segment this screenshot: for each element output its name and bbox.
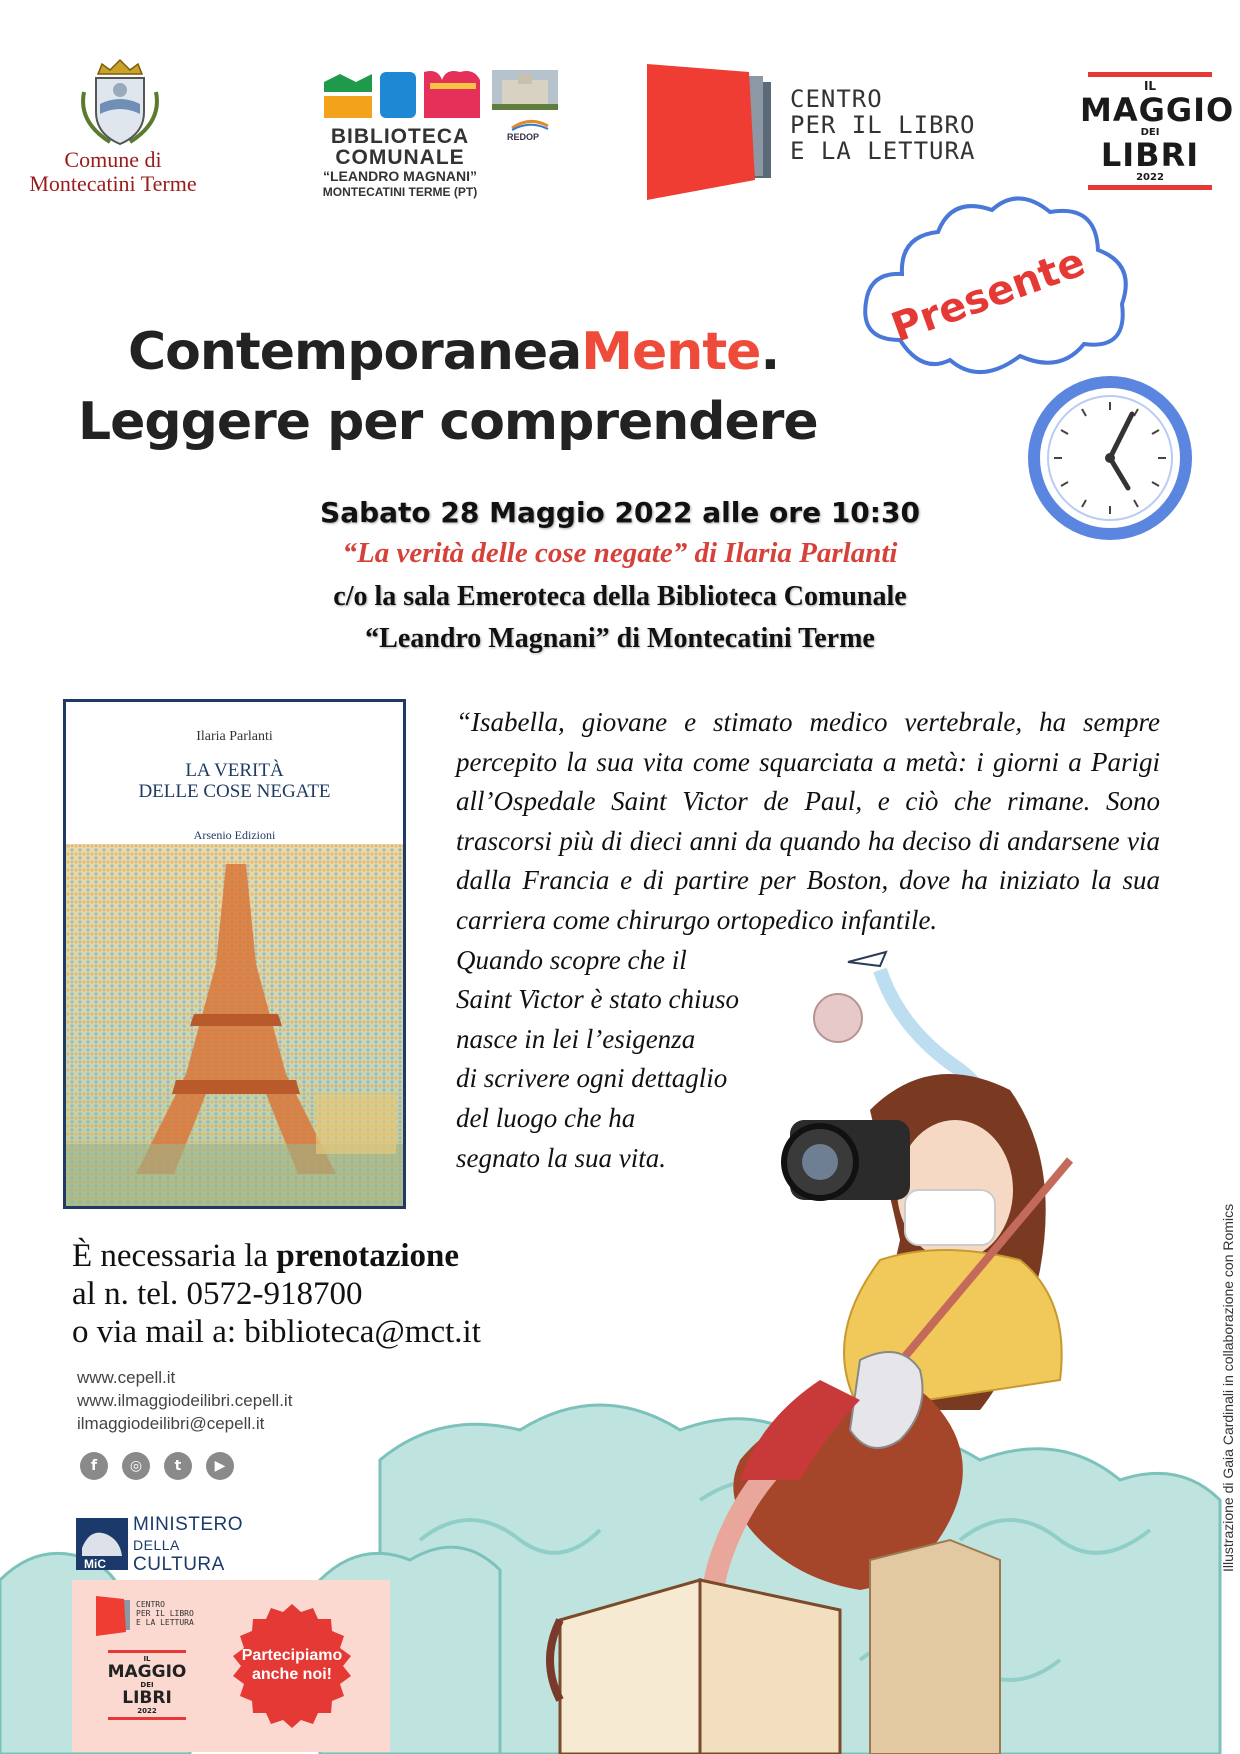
booking-email: o via mail a: biblioteca@mct.it [72, 1314, 481, 1350]
ministero-line2: DELLA [133, 1537, 180, 1553]
badge-cepell-line1: CENTRO [136, 1600, 165, 1609]
booking-line1 [72, 1237, 481, 1275]
badge-cepell-line2: PER IL LIBRO [136, 1609, 194, 1618]
cepell-name [790, 86, 975, 164]
title-line1 [128, 322, 779, 382]
cover-title-line1: LA VERITÀ [185, 760, 284, 781]
event-place-line1: c/o la sala Emeroteca della Biblioteca Comunale [333, 581, 907, 612]
comune-line2: Montecatini Terme [29, 171, 197, 196]
synopsis-line1: Quando scopre che il [456, 944, 687, 975]
badge-maggio-il: IL [143, 1655, 151, 1663]
cover-publisher: Arsenio Edizioni [193, 828, 276, 842]
link-maggio[interactable]: www.ilmaggiodeilibri.cepell.it [77, 1391, 293, 1410]
synopsis-line4: di scrivere ogni dettaglio [456, 1063, 728, 1094]
partecipiamo-badge [72, 1580, 390, 1752]
cover-title [66, 760, 403, 802]
biblioteca-line2: COMUNALE [335, 146, 465, 169]
presente-word: Presente [885, 239, 1091, 352]
cepell-line2: PER IL LIBRO [790, 111, 976, 139]
maggio-il: IL [1143, 79, 1157, 93]
badge-maggio-word: MAGGIO [107, 1662, 187, 1682]
maggio-dei-libri-logo [1080, 70, 1235, 192]
redop-label: REDOP [507, 132, 540, 142]
biblioteca-line3: “LEANDRO MAGNANI” [323, 168, 477, 184]
biblioteca-line4: MONTECATINI TERME (PT) [322, 185, 478, 199]
ministero-logo-mark [76, 1518, 128, 1570]
booking-text: È necessaria la [72, 1238, 277, 1274]
badge-seal-line2: anche noi! [251, 1666, 332, 1683]
title-line2: Leggere per comprendere [78, 392, 818, 452]
badge-cepell-mark [96, 1596, 132, 1636]
maggio-libri: LIBRI [1100, 136, 1200, 174]
cepell-logo-mark [645, 62, 775, 202]
synopsis-line5: del luogo che ha [456, 1102, 636, 1133]
cover-title-line2: DELLE COSE NEGATE [138, 781, 331, 802]
badge-maggio-year: 2022 [137, 1707, 157, 1715]
booking-bold: prenotazione [276, 1238, 460, 1274]
links-list [77, 1366, 292, 1435]
title-main: Contemporanea [128, 322, 582, 382]
title-accent: Mente [581, 322, 761, 382]
badge-maggio-logo [102, 1650, 192, 1720]
maggio-dei: DEI [1140, 127, 1160, 138]
biblioteca-name [300, 126, 500, 200]
synopsis-paragraph: “Isabella, giovane e stimato medico vertebrale, ha sempre percepito la sua vita come squarciata a metà: i giorni a Parigi all’Ospedale Saint Victor de Paul, e ciò che rimane. Sono trascorsi più di dieci anni da quando ha deciso di andarsene via dalla Francia e di partire per Boston, dove ha iniziato la sua carriera come chirurgo ortopedico infantile. [456, 707, 1160, 935]
badge-cepell-line3: E LA LETTURA [136, 1618, 194, 1627]
link-cepell[interactable]: www.cepell.it [77, 1368, 176, 1387]
facebook-icon[interactable]: f [80, 1452, 108, 1480]
badge-maggio-dei: DEI [140, 1681, 154, 1689]
booking-phone: al n. tel. 0572-918700 [72, 1276, 363, 1312]
event-date: Sabato 28 Maggio 2022 alle ore 10:30 [320, 496, 920, 529]
credit-text: Illustrazione di Gaia Cardinali in collaborazione con Romics [1220, 1203, 1236, 1572]
maggio-word: MAGGIO [1080, 91, 1235, 129]
cover-author: Ilaria Parlanti [196, 729, 273, 744]
title-dot: . [760, 322, 780, 382]
instagram-icon[interactable]: ◎ [122, 1452, 150, 1480]
mic-label: MiC [84, 1557, 106, 1570]
synopsis-line6: segnato la sua vita. [456, 1142, 666, 1173]
youtube-icon[interactable]: ▶ [206, 1452, 234, 1480]
social-icons [80, 1452, 248, 1480]
maggio-year: 2022 [1136, 172, 1164, 183]
biblioteca-logo [320, 66, 490, 124]
redop-logo [510, 116, 550, 132]
villa-photo [492, 70, 558, 110]
illustration-credit [1218, 1160, 1238, 1580]
synopsis-line2: Saint Victor è stato chiuso [456, 984, 739, 1015]
ministero-line3: CULTURA [133, 1554, 225, 1575]
badge-cepell-name [136, 1600, 194, 1627]
comune-crest-logo [70, 52, 170, 152]
cepell-line1: CENTRO [790, 85, 883, 113]
comune-name [8, 148, 218, 196]
badge-maggio-libri: LIBRI [122, 1688, 172, 1708]
synopsis-line3: nasce in lei l’esigenza [456, 1023, 696, 1054]
link-email[interactable]: ilmaggiodeilibri@cepell.it [77, 1414, 265, 1433]
ministero-line1: MINISTERO [133, 1514, 244, 1535]
comune-line1: Comune di [64, 147, 162, 172]
badge-seal-line1: Partecipiamo [241, 1647, 343, 1664]
biblioteca-line1: BIBLIOTECA [330, 125, 470, 148]
event-book: “La verità delle cose negate” di Ilaria Parlanti [342, 537, 898, 569]
badge-seal-text [227, 1646, 357, 1684]
ministero-name [133, 1515, 243, 1575]
event-place-line2: “Leandro Magnani” di Montecatini Terme [365, 623, 875, 654]
cepell-line3: E LA LETTURA [790, 137, 976, 165]
presente-cloud-label [880, 230, 1100, 360]
twitter-icon[interactable]: t [164, 1452, 192, 1480]
booking-info [72, 1237, 481, 1351]
